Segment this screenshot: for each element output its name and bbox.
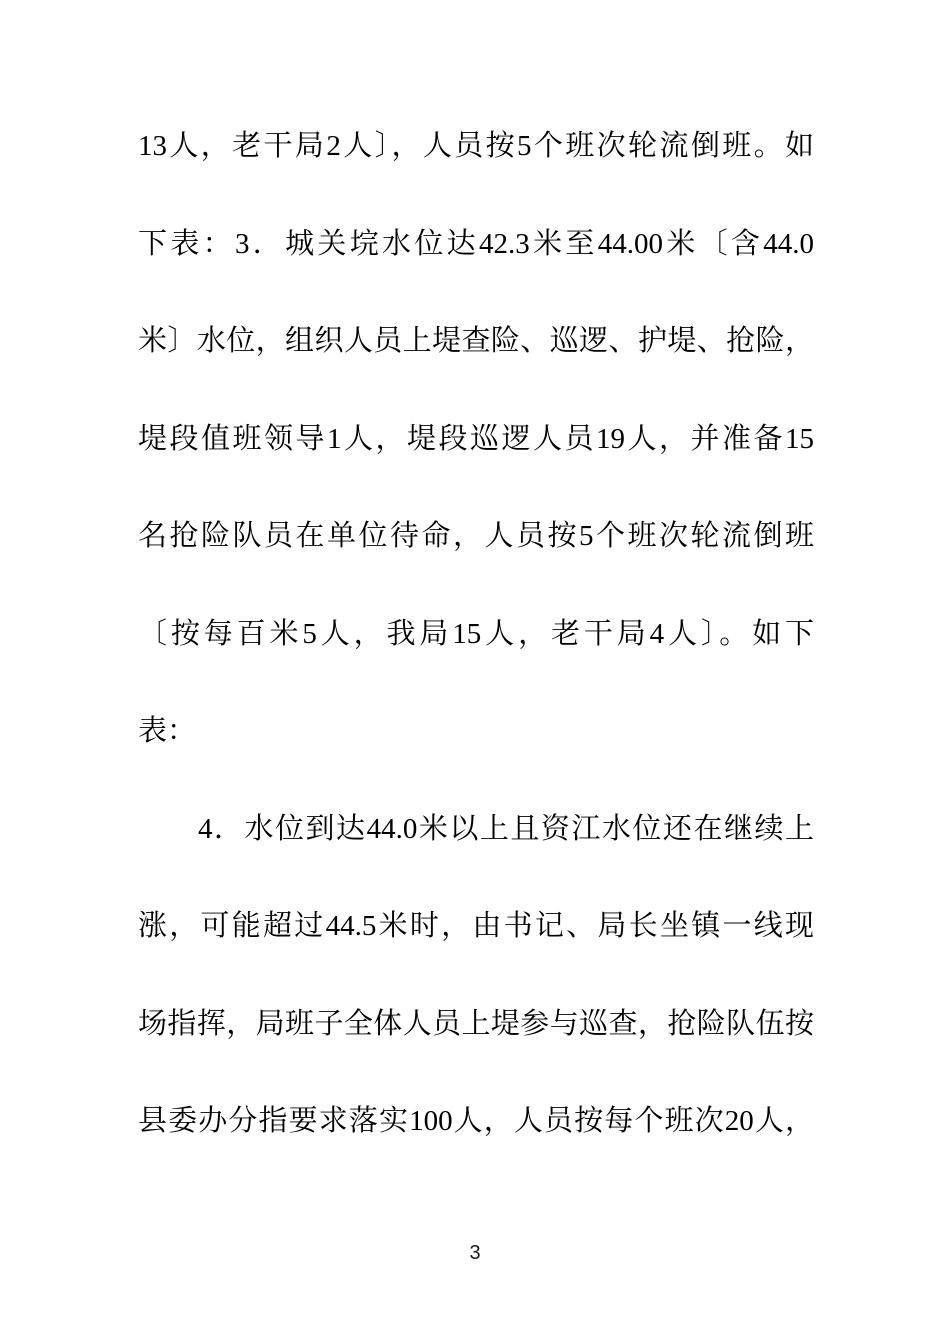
text-body <box>138 98 814 1171</box>
text-line: 名抢险队员在单位待命，人员按5个班次轮流倒班 <box>138 520 814 552</box>
text-line: 涨，可能超过44.5米时，由书记、局长坐镇一线现 <box>138 910 814 942</box>
text-line: 13人，老干局2人〕，人员按5个班次轮流倒班。如 <box>138 130 814 162</box>
text-line paragraph-start: 4．水位到达44.0米以上且资江水位还在继续上 <box>198 812 814 845</box>
text-line: 米〕水位，组织人员上堤查险、巡逻、护堤、抢险， <box>138 325 814 357</box>
text-line: 堤段值班领导1人，堤段巡逻人员19人，并准备15 <box>138 422 814 455</box>
text-line: 〔按每百米5人，我局15人，老干局4人〕。如下 <box>138 617 814 650</box>
page-number: 3 <box>469 1242 481 1264</box>
text-line: 下表：3．城关垸水位达42.3米至44.00米〔含44.0 <box>138 227 814 260</box>
text-line: 表： <box>138 715 197 747</box>
text-line: 县委办分指要求落实100人，人员按每个班次20人， <box>138 1105 814 1137</box>
text-line: 场指挥，局班子全体人员上堤参与巡查，抢险队伍按 <box>138 1007 814 1040</box>
